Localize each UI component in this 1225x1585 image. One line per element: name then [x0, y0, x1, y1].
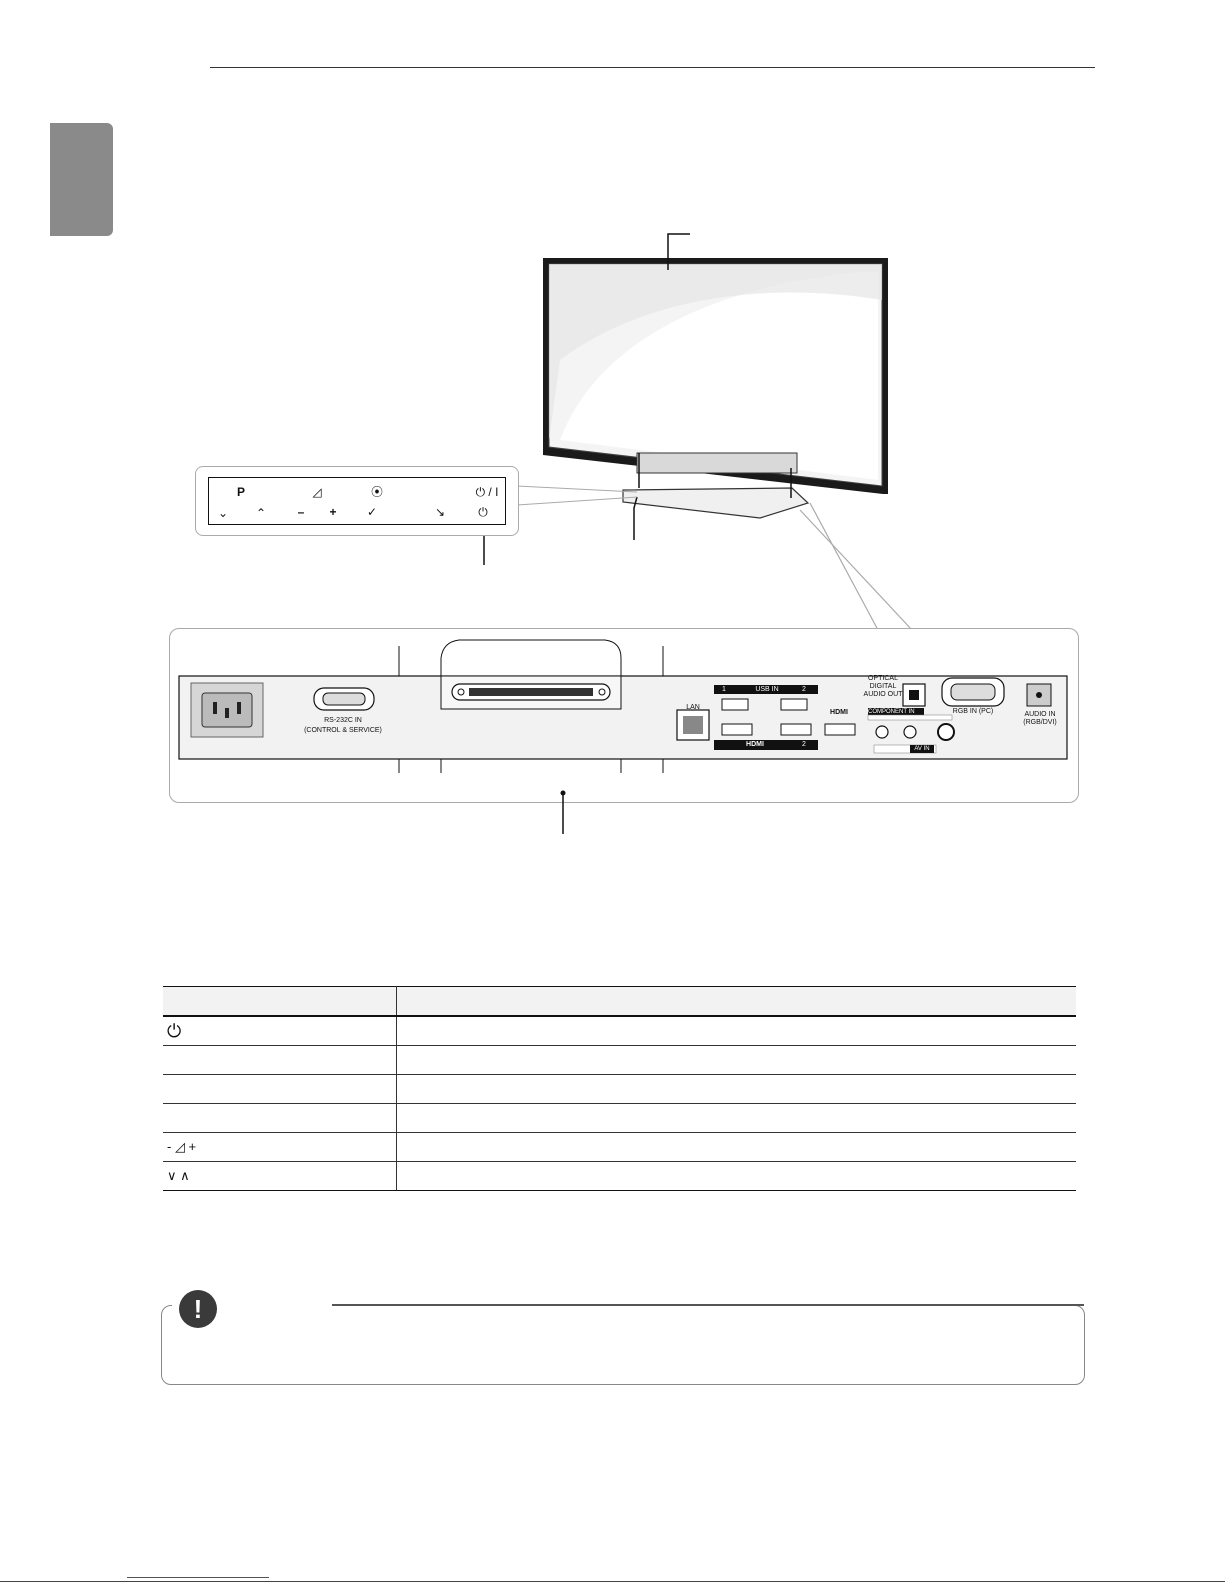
- note-box: [161, 1305, 1085, 1385]
- lan-port: [677, 710, 709, 740]
- table-row: [163, 1104, 1076, 1133]
- warning-icon: !: [179, 1290, 217, 1328]
- table-cell: [397, 1162, 1077, 1191]
- chevron-down-icon[interactable]: ⌄: [217, 506, 229, 520]
- connector-panel: [169, 628, 1077, 801]
- chevron-up-icon[interactable]: ⌃: [255, 506, 267, 520]
- hdmi-label: HDMI: [746, 741, 764, 748]
- connector-leader-line: [560, 790, 566, 836]
- audio-in-label: AUDIO IN (RGB/DVI): [1023, 711, 1057, 726]
- table-row: [163, 1046, 1076, 1075]
- note-rule: [332, 1304, 1084, 1306]
- usb-port-number-1: 1: [722, 686, 726, 693]
- tv-stand-neck: [637, 453, 797, 473]
- tv-illustration: [0, 0, 1225, 640]
- table-row: [163, 1016, 1076, 1046]
- table-cell: [163, 1104, 397, 1133]
- component-label: COMPONENT IN: [868, 709, 915, 715]
- input-button[interactable]: ↘: [434, 505, 446, 519]
- lan-label: LAN: [686, 704, 700, 711]
- table-header-row: [163, 987, 1076, 1017]
- header-button: [163, 987, 397, 1017]
- av-label: AV IN: [914, 746, 930, 752]
- button-table: [163, 986, 1076, 1191]
- power-icon: ⏻: [163, 1016, 397, 1046]
- ok-symbol: ⦿: [370, 485, 383, 499]
- usb-label: USB IN: [755, 686, 779, 693]
- table-row: [163, 1075, 1076, 1104]
- video-port: [938, 724, 954, 740]
- hdmi-port-number: 2: [802, 741, 806, 748]
- rgb-port: [942, 678, 1004, 706]
- panel-projection-line-2: [517, 497, 637, 505]
- hdmi-side-label: HDMI: [830, 709, 848, 716]
- program-symbol: P: [236, 485, 245, 499]
- usb-port-2: [781, 699, 807, 710]
- table-cell: [397, 1075, 1077, 1104]
- power-onoff-symbol: ⏻ / I: [475, 485, 499, 499]
- table-cell: [163, 1075, 397, 1104]
- rs232-label: RS-232C IN: [324, 717, 362, 724]
- hdmi-port-2: [781, 724, 811, 735]
- chevron-icon: ∨ ∧: [163, 1162, 397, 1191]
- rgb-label: RGB IN (PC): [952, 708, 994, 715]
- table-cell: [397, 1046, 1077, 1075]
- panel-projection-line: [517, 486, 637, 492]
- volume-icon: - ◿ +: [163, 1133, 397, 1162]
- tv-stand-base: [623, 488, 808, 518]
- usb-port-number-2: 2: [802, 686, 806, 693]
- component-port: [876, 726, 888, 738]
- volume-up-button[interactable]: +: [329, 505, 337, 519]
- table-row: [163, 1162, 1076, 1191]
- volume-symbol: ◿: [312, 485, 322, 499]
- table-row: [163, 1133, 1076, 1162]
- connector-projection-line: [810, 503, 878, 630]
- table-cell: [397, 1016, 1077, 1046]
- ci-card-slot: [452, 684, 610, 700]
- table-cell: [397, 1104, 1077, 1133]
- table-cell: [397, 1133, 1077, 1162]
- optical-label: OPTICAL DIGITAL AUDIO OUT: [863, 675, 903, 698]
- bottom-rule: [0, 1581, 1225, 1582]
- table-cell: [163, 1046, 397, 1075]
- rs232-port: [314, 688, 374, 710]
- bottom-link-underline: [127, 1577, 269, 1578]
- component-port: [904, 726, 916, 738]
- rs232-sublabel: (CONTROL & SERVICE): [304, 727, 382, 734]
- hdmi-port-3: [825, 724, 855, 735]
- usb-port-1: [722, 699, 748, 710]
- header-description: [397, 987, 1077, 1017]
- connector-projection-line-2: [800, 510, 912, 630]
- ok-button[interactable]: ✓: [366, 505, 378, 519]
- hdmi-port-1: [722, 724, 752, 735]
- power-socket: [191, 683, 263, 737]
- power-icon[interactable]: ⏻: [478, 505, 488, 519]
- volume-down-button[interactable]: –: [297, 505, 305, 519]
